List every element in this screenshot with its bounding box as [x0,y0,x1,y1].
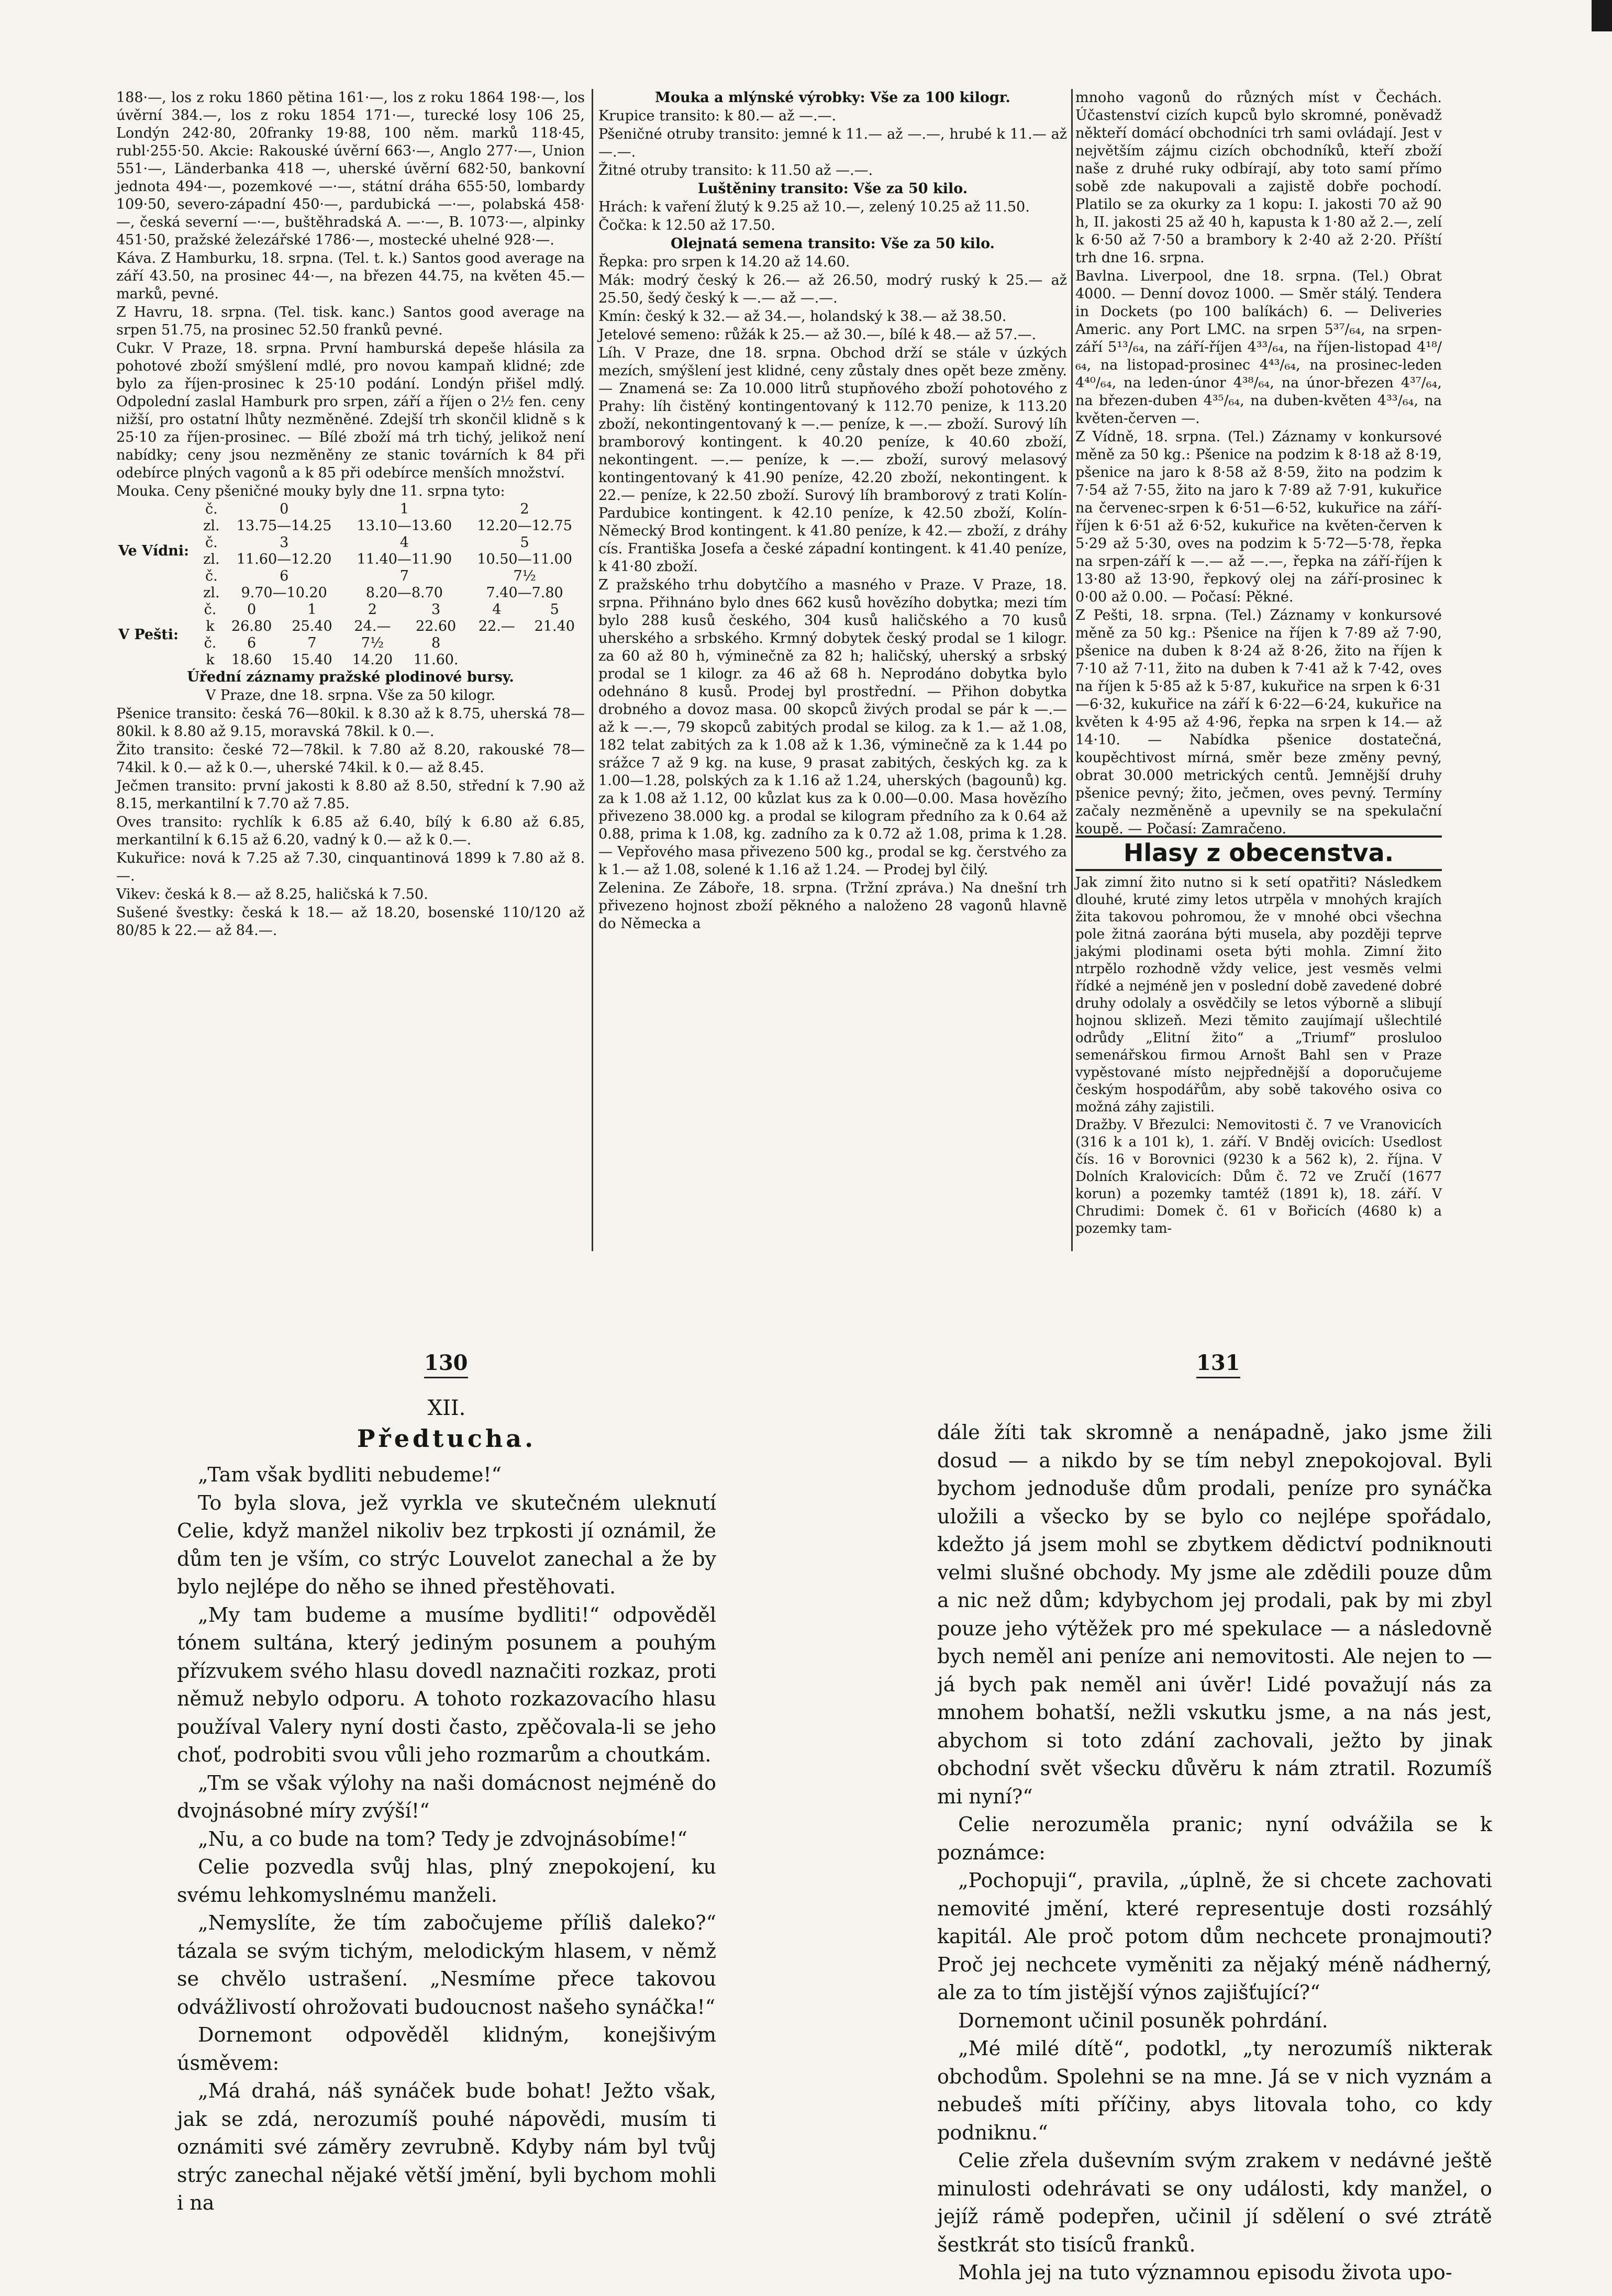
paragraph: Dornemont učinil posuněk pohrdání. [958,2009,1328,2032]
paragraph: „Tm se však výlohy na naši domácnost nejméně do dvojnásobné míry zvýší!“ [177,1771,716,1822]
cell: 14.20 [352,652,393,668]
page-number-left: 130 [424,1351,468,1375]
cell: č. [205,534,218,551]
price-line: Vikev: česká k 8.— až 8.25, haličská k 7.50. [116,886,428,902]
cell: 7½ [361,635,384,651]
cell: 1 [307,601,317,618]
pest-report: Z Pešti, 18. srpna. (Tel.) Záznamy v konkursové měně za 50 kg.: Pšenice na říjen k 7·89 až 7·90, pšenice na duben k 8·24 až 8·26, žito na říjen k 7·10 až 7·11, žito na duben k 7·41 až k 7·42, oves na říjen k 5·85 až k 5·87, kukuřice na srpen k 6·31—6·32, kukuřice na září k 6·22—6·24, kukuřice na květen k 4·95 až 4·96, řepka na srpen k 14.— až 14·10. — Nabídka pšenice dostatečná, koupěchtivost mírná, směr beze změny pevný, obrat 30.000 metrických centů. Jemnější druhy pšenice pevný; žito, ječmen, oves pevný. Termíny začaly nezměněně a upevnily se na spekulační koupě. — Počasí: Zamračeno. [1075,607,1442,837]
paragraph: „Mé milé dítě“, podotkl, „ty nerozumíš nikterak obchodům. Spolehni se na mne. Já se v nich vyznám a nebudeš míti příčiny, abys litovala toho, co kdy podniknu.“ [937,2037,1492,2144]
price-line: Sušené švestky: česká k 18.— až 18.20, bosenské 110/120 až 80/85 k 22.— až 84.—. [116,905,585,939]
public-voices [1075,874,1442,1238]
chapter-number: XII. [427,1396,466,1420]
section-title: Hlasy z obecenstva. [1075,835,1442,871]
column-3 [1075,89,1442,839]
paragraph: „Má drahá, náš synáček bude bohat! Ježto však, jak se zdá, nerozumíš pouhé nápovědi, musím ti oznámiti své záměry zevrubně. Kdyby nám byl tvůj strýc zanechal nějaké větší jmění, byli bychom mohli i na [177,2079,716,2214]
price-line: Žitné otruby transito: k 11.50 až —.—. [598,162,873,179]
cell: k [206,652,215,668]
cell: 5 [520,534,529,551]
spirit-report: Líh. V Praze, dne 18. srpna. Obchod drží se stále v úzkých mezích, smýšlení jest klidné, ceny zůstaly dnes opět beze změny. — Znamená se: Za 10.000 litrů stupňového zboží pohotového z Prahy: líh čistěný kontingentovaný k 112.70 penize, k 113.20 zboží, nekontingentovaný k —.— peníze, k —.— zboží. Surový líh bramborový kontingent. k 40.20 peníze, k 40.60 zboží, nekontingent. —.— peníze, k —.— zboží, surový melasový kontingentovaný k 41.90 peníze, 42.20 zboží, nekontingent. k 22.— peníze, k 22.50 zboží. Surový líh bramborový z trati Kolín-Pardubice kontingent. k 42.10 peníze, k 42.50 zboží, Kolín-Německý Brod kontingent. k 41.80 peníze, k 42.— zboží, z dráhy cís. Františka Josefa a české západní kontingent. k 41.40 peníze, k 41·80 zboží. [598,345,1067,575]
price-line: Žito transito: české 72—78kil. k 7.80 až 8.20, rakouské 78—74kil. k 0.— až k 0.—, uherské 74kil. k 0.— až 8.45. [116,742,585,776]
column-rule [1071,89,1073,1251]
pest-table [116,601,585,668]
paragraph: „My tam budeme a musíme bydliti!“ odpověděl tónem sultána, který jediným posunem a pouhým přízvukem svého hlasu dovedl naznačiti rozkaz, proti němuž nebylo odporu. A tohoto rozkazovacího hlasu používal Valery nyní dosti často, zpěčovala-li se jeho choť, podrobiti svou vůli jeho rozmarům a choutkám. [177,1603,716,1766]
bourse-sub: V Praze, dne 18. srpna. Vše za 50 kilogr. [205,687,496,704]
cell: 22.— [478,618,515,634]
pest-label: V Pešti: [118,627,179,643]
left-page [177,1392,716,2217]
column-2 [598,89,1067,933]
price-line: Pšeničné otruby transito: jemné k 11.— až —.—, hrubé k 11.— až —.—. [598,126,1067,160]
cattle-report: Z pražského trhu dobytčího a masného v Praze. V Praze, 18. srpna. Přihnáno bylo dnes 662 kusů hovězího dobytka; mezi tím bylo 288 kusů českého, 304 kusů haličského a 70 kusů uherského a srbského. Krmný dobytek český prodal se 1 kilogr. za 60 až 80 h, výminečně za 82 h; haličský, uherský a srbský prodal se 1 kilogr. za 46 až 68 h. Neprodáno dobytka bylo odehnáno 8 kusů. Prodej byl prostřední. — Přihon dobytka drobného a dovoz masa. 00 skopců živých prodal se pár k —.— až k —.—, 79 skopců zabitých prodal se kilog. za k 1.— až 1.08, 182 telat zabitých za k 1.08 až k 1.36, výminečně za k 1.44 po srážce 7 až 9 kg. na kuse, 9 prasat zabitých, českých kg. za k 1.00—1.28, polských za k 1.16 až 1.24, uherských (bagounů) kg. za k 1.08 až 1.12, 00 kůzlat kus za k 0.00—0.00. Masa hovězího přivezeno 38.000 kg. a prodal se kilogram předního za k 0.64 až 0.88, prima k 1.08, kg. zadního za k 0.72 až 1.08, prima k 1.28. — Vepřového masa přivezeno 500 kg., prodal se kg. čerstvého za k 1.— až 1.08, solené k 1.16 až 1.24. — Prodej byl čilý. [598,577,1067,878]
cell: zl. [203,551,220,567]
cell: 13.75—14.25 [236,518,332,534]
cell: 24.— [354,618,391,634]
vienna-report: Z Vídně, 18. srpna. (Tel.) Záznamy v konkursové měně za 50 kg.: Pšenice na podzim k 8·18 až 8·19, pšenice na jaro k 8·58 až 8·59, žito na podzim k 7·54 až 7·55, žito na jaro k 7·89 až 7·91, kukuřice na červenec-srpen k 6·51—6·52, kukuřice na září-říjen k 6·51 až 6·52, kukuřice na květen-červen k 5·29 až 5·30, oves na podzim k 5·72—5·78, řepka na srpen-září k —.— až —.—, řepka na září-říjen k 13·80 až 13·90, řepkový olej na září-prosinec k 0·00 až 0.00. — Počasí: Pěkné. [1075,429,1442,605]
mill-heading: Mouka a mlýnské výrobky: Vše za 100 kilogr. [655,90,1010,106]
price-line: Ječmen transito: první jakosti k 8.80 až 8.50, střední k 7.90 až 8.15, merkantilní k 7.70 až 7.85. [116,778,585,812]
auctions: Dražby. V Březulci: Nemovitosti č. 7 ve Vranovicích (316 k a 101 k), 1. září. V Bnděj ovicích: Usedlost čís. 16 v Borovnici (9230 k a 562 k), 2. října. V Dolních Kralovicích: Dům č. 72 ve Zručí (1677 korun) a pozemky tamtéž (1891 k), 18. září. V Chrudimi: Domek č. 61 v Bořicích (4680 k) a pozemky tam- [1075,1117,1442,1236]
cell: 0 [247,601,257,618]
flour-table [116,501,585,601]
cell: č. [204,601,217,618]
cell: 2 [520,501,529,517]
vegetable-report: Zelenina. Ze Záboře, 18. srpna. (Tržní zpráva.) Na dnešní trh přivezeno hojnost zboží pěkného a naloženo 28 vagonů hlavně do Německa a [598,880,1067,932]
right-page [937,1419,1492,2287]
cell: 15.40 [292,652,332,668]
cell: 7 [399,568,409,584]
price-line: Pšenice transito: česká 76—80kil. k 8.30 až k 8.75, uherská 78—80kil. k 8.80 až 9.15, moravská 78kil. k 0.—. [116,706,585,740]
cell: 12.20—12.75 [477,518,572,534]
cell: 13.10—13.60 [357,518,452,534]
flour-intro: Mouka. Ceny pšeničné mouky byly dne 11. srpna tyto: [116,483,505,499]
cell: 1 [399,501,409,517]
cell: 11.40—11.90 [357,551,452,567]
paragraph: dále žíti tak skromně a nenápadně, jako jsme žili dosud — a nikdo by se tím nebyl znepokojoval. Byli bychom jednoduše dům prodali, peníze pro synáčka uložili a všecko by se bylo co nejlépe spořádalo, kdežto já jsem mohl se zbytkem dědictví podniknouti velmi slušné obchody. My jsme ale zdědili pouze dům a nic než dům; kdybychom jej prodali, pak by mi zbyl pouze jeho výtěžek pro mé spekulace — a následovně bych neměl ani peníze ani nemovitosti. Ale nejen to — já bych pak neměl ani úvěr! Lidé považují nás za mnohem bohatší, nežli vskutku jsme, a na nás jest, abychom si toto zdání zachovali, ježto by jinak obchodní svět všecku důvěru k nám ztratil. Rozumíš mi nyní?“ [937,1421,1492,1808]
coffee-havre: Z Havru, 18. srpna. (Tel. tisk. kanc.) Santos good average na srpen 51.75, na prosinec 52.50 franků pevné. [116,304,585,338]
price-line: Řepka: pro srpen k 14.20 až 14.60. [598,254,850,270]
coffee-hamburg: Káva. Z Hamburku, 18. srpna. (Tel. t. k.) Santos good average na září 43.50, na prosinec 44·—, na březen 44.75, na květen 45.— marků, pevné. [116,250,585,302]
cell: 25.40 [292,618,332,634]
paragraph: Dornemont odpověděl klidným, konejšivým úsměvem: [177,2023,716,2075]
cell: 6 [247,635,257,651]
cotton-report: Bavlna. Liverpool, dne 18. srpna. (Tel.) Obrat 4000. — Denní dovoz 1000. — Směr stálý. Tendera in Dockets (po 100 balíkách) 6. — Deliveries Americ. any Port LMC. na srpen 5³⁷/₆₄, na srpen-září 5¹³/₆₄, na září-říjen 4³³/₆₄, na říjen-listopad 4¹⁸/₆₄, na listopad-prosinec 4⁴³/₆₄, na prosinec-leden 4⁴⁰/₆₄, na leden-únor 4³⁸/₆₄, na únor-březen 4³⁷/₆₄, na březen-duben 4³⁵/₆₄, na duben-květen 4³³/₆₄, na květen-červen —. [1075,268,1442,427]
chapter-title: Předtucha. [357,1424,537,1453]
cell: 10.50—11.00 [477,551,572,567]
cell: 7.40—7.80 [486,585,563,601]
price-line: Kmín: český k 32.— až 34.—, holandský k 38.— až 38.50. [598,308,1007,325]
edge-mark [1592,0,1612,31]
cell: 11.60. [413,652,459,668]
price-line: Mák: modrý český k 26.— až 26.50, modrý ruský k 25.— až 25.50, šedý český k —.— až —.—. [598,272,1067,306]
cell: 2 [368,601,377,618]
paragraph: „Nemyslíte, že tím zabočujeme příliš daleko?“ tázala se svým tichým, melodickým hlasem, v němž se chvělo ustrašení. „Nesmíme přece takovou odvážlivostí ohrožovati budoucnost našeho synáčka!“ [177,1911,716,2019]
price-line: Čočka: k 12.50 až 17.50. [598,217,775,233]
cell: 7 [307,635,317,651]
paragraph: Celie nerozuměla pranic; nyní odvážila se k poznámce: [937,1813,1492,1864]
paragraph: „Tam však bydliti nebudeme!“ [198,1463,502,1486]
column-1 [116,89,585,940]
rye-notice: Jak zimní žito nutno si k setí opatřiti? Následkem dlouhé, kruté zimy letos utrpěla v mnohých krajích žita takovou pohromou, že v mnohé obci všechna pole žitná zaorána býti musela, aby později teprve jakými plodinami oseta býti mohla. Zimní žito ntrpělo rozhodně vždy velice, jest vesměs velmi řídké a nejméně jen v poslední době zavedené dobré druhy odolaly a osvědčily se letos výborně a slibují hojnou sklizeň. Mezi těmito zaujímají ušlechtilé odrůdy „Elitní žito“ a „Triumf“ prosluloo semenářskou firmou Arnošt Bahl sen v Praze vypěstované místo nejpřednější a doporučujeme českým hospodářům, aby sobě takového osiva co možná záhy zajistili. [1075,875,1442,1115]
paragraph: „Pochopuji“, pravila, „úplně, že si chcete zachovati nemovité jmění, které representuje dosti rozsáhlý kapitál. Ale proč potom dům nechcete pronajmouti? Proč jej nechcete vyměniti za nějaký méně nádherný, ale za to tím jistější výnos zajišťující?“ [937,1869,1492,2004]
cell: 26.80 [231,618,272,634]
legumes-heading: Luštěniny transito: Vše za 50 kilo. [697,181,968,197]
cell: 9.70—10.20 [241,585,327,601]
cell: 22.60 [415,618,457,634]
cell: 8.20—8.70 [365,585,443,601]
vienna-label: Ve Vídni: [118,543,189,559]
stock-text: 188·—, los z roku 1860 pětina 161·—, los z roku 1864 198·—, los úvěrní 384.—, los z roku 1854 171·—, turecké losy 106 25, Londýn 242·80, 20franky 19·88, 100 něm. marků 118·45, rubl·255·50. Akcie: Rakouské úvěrní 663·—, Anglo 277·—, Union 551·—, Länderbanka 418 —, uherské úvěrní 682·50, bankovní jednota 494·—, pozemkové —·—, státní dráha 655·50, lombardy 109·50, severo-západní 450·—, pardubická —·—, polabská 458·—, česká severní —·—, buštěhradská A. —·—, B. 1073·—, alpinky 451·50, pražské železářské 1786·—, mostecké uhelné 928·—. [116,90,585,248]
price-line: Hrách: k vaření žlutý k 9.25 až 10.—, zelený 10.25 až 11.50. [598,199,1030,215]
cell: zl. [203,585,220,601]
cell: 8 [431,635,441,651]
price-line: Jetelové semeno: růžák k 25.— až 30.—, bílé k 48.— až 57.—. [598,327,1037,343]
cell: č. [205,501,218,517]
cell: 5 [550,601,559,618]
page-number-right: 131 [1196,1351,1240,1375]
sugar-report: Cukr. V Praze, 18. srpna. První hamburská depeše hlásila za pohotové zboží smýšlení mdlé, pro novou kampaň klidné; zde bylo za říjen-prosinec k 25·10 podání. Londýn přišel mdlý. Odpolední zaslal Hamburk pro srpen, září a říjen o 2½ fen. ceny nižší, pro ostatní lhůty nezměněné. Zdejší trh skončil klidně s k 25·10 za říjen-prosinec. — Bílé zboží má trh tichý, jelikož není nabídky; ceny jsou nezměněny ze stanic továrních k 84 při odebírce plných vagonů a k 85 při odebírce menších množství. [116,340,585,481]
cell: 3 [280,534,289,551]
price-line: Krupice transito: k 80.— až —.—. [598,108,837,124]
paragraph: Celie pozvedla svůj hlas, plný znepokojení, ku svému lehkomyslnému manželi. [177,1855,716,1907]
cell: zl. [203,518,220,534]
cell: č. [205,568,218,584]
cell: 11.60—12.20 [236,551,332,567]
cell: 18.60 [231,652,272,668]
cell: 4 [492,601,502,618]
cell: 4 [399,534,409,551]
vegetable-continued: mnoho vagonů do různých míst v Čechách. Účastenství cizích kupců bylo skromné, poněvadž někteří domácí obchodníci trh sami ovládají. Jest v největším zájmu cizích obchodníků, kteří zboží naše z druhé ruky odbírají, aby toto samí přímo sobě zde nakupovali a zajistě dobře pochodí. Platilo se za okurky za 1 kopu: I. jakosti 70 až 90 h, II. jakosti 25 až 40 h, kapusta k 1·80 až 2.—, zelí k 6·50 až 7·50 a brambory k 2·40 až 2·20. Příští trh dne 16. srpna. [1075,90,1442,266]
price-line: Oves transito: rychlík k 6.85 až 6.40, bílý k 6.80 až 6.85, merkantilní k 6.15 až 6.20, vadný k 0.— až k 0.—. [116,814,585,848]
price-line: Kukuřice: nová k 7.25 až 7.30, cinquantinová 1899 k 7.80 až 8.—. [116,850,585,884]
cell: k [206,618,215,634]
paragraph: To byla slova, jež vyrkla ve skutečném uleknutí Celie, když manžel nikoliv bez trpkosti jí oznámil, že dům ten je vším, co strýc Louvelot zanechal a že by bylo nejlépe do něho se ihned přestěhovati. [177,1491,716,1598]
column-rule [592,89,593,1251]
paragraph: „Nu, a co bude na tom? Tedy je zdvojnásobíme!“ [198,1827,687,1851]
paragraph: Mohla jej na tuto významnou episodu života upo- [958,2261,1452,2284]
cell: č. [204,635,217,651]
cell: 21.40 [534,618,575,634]
cell: 3 [431,601,441,618]
bourse-heading: Úřední záznamy pražské plodinové bursy. [187,669,514,685]
cell: 6 [280,568,289,584]
oilseed-heading: Olejnatá semena transito: Vše za 50 kilo. [670,236,995,252]
cell: 0 [280,501,289,517]
paragraph: Celie zřela duševním svým zrakem v nedávné ještě minulosti odehrávati se ony události, kdy manžel, o jejíž rámě podepřen, učinil jí sdělení o své ztrátě šestkrát sto tisíců franků. [937,2149,1492,2256]
cell: 7½ [513,568,536,584]
